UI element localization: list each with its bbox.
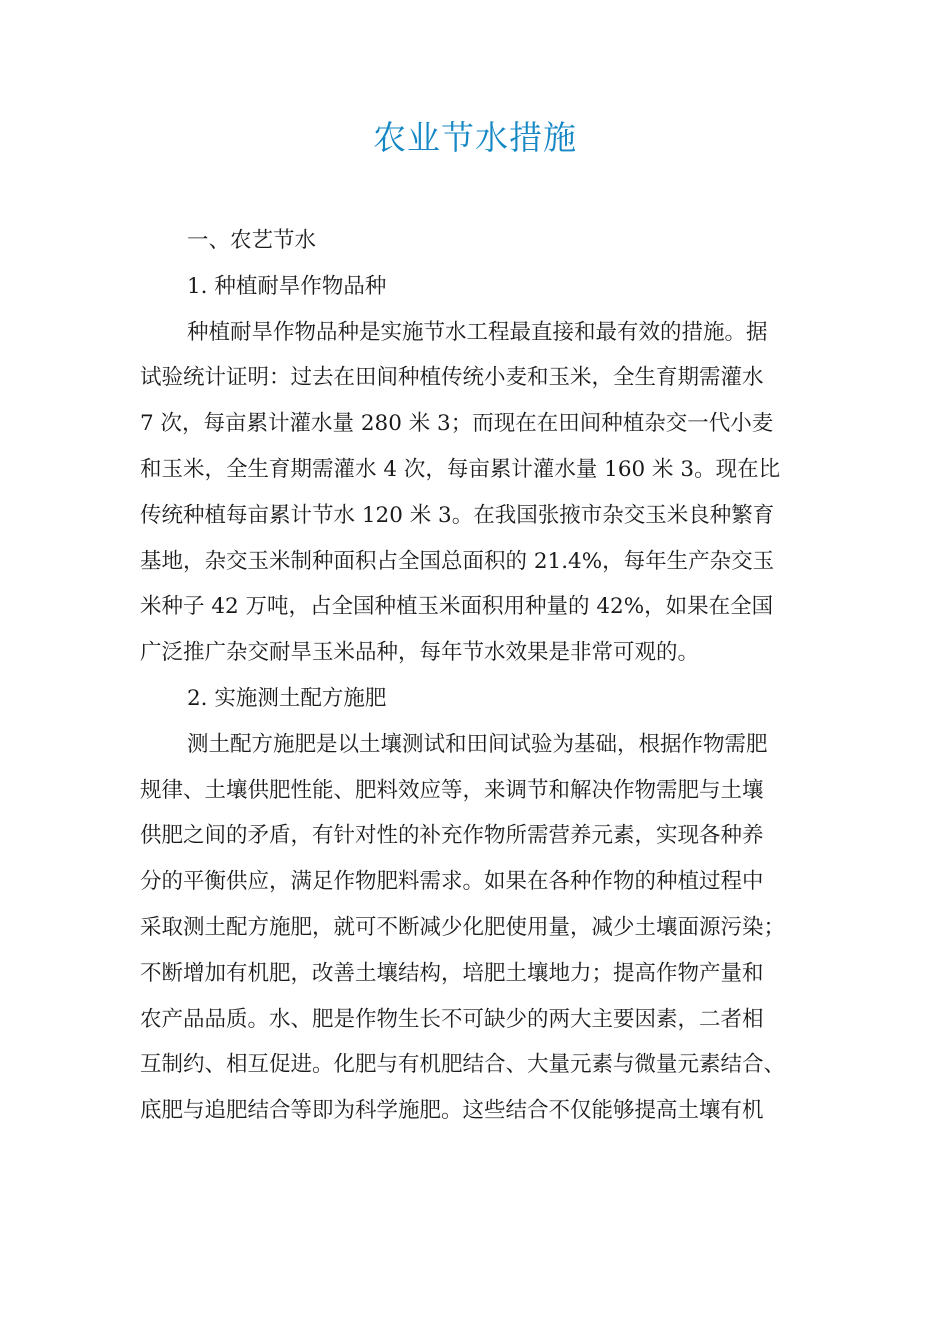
- paragraph-2-line: 农产品品质。水、肥是作物生长不可缺少的两大主要因素，二者相: [140, 1006, 764, 1032]
- paragraph-2-line: 不断增加有机肥，改善土壤结构，培肥土壤地力；提高作物产量和: [140, 960, 764, 986]
- paragraph-2-line: 采取测土配方施肥，就可不断减少化肥使用量，减少土壤面源污染；: [140, 914, 786, 940]
- item-heading-1: 1. 种植耐旱作物品种: [187, 273, 387, 299]
- document-title: 农业节水措施: [373, 118, 577, 157]
- paragraph-1-line: 试验统计证明：过去在田间种植传统小麦和玉米，全生育期需灌水: [140, 365, 764, 391]
- paragraph-1-line: 米种子 42 万吨，占全国种植玉米面积用种量的 42%，如果在全国: [140, 594, 774, 620]
- paragraph-1-line: 和玉米，全生育期需灌水 4 次，每亩累计灌水量 160 米 3。现在比: [140, 456, 781, 482]
- paragraph-2-line: 底肥与追肥结合等即为科学施肥。这些结合不仅能够提高土壤有机: [140, 1098, 764, 1124]
- paragraph-2-line: 测土配方施肥是以土壤测试和田间试验为基础，根据作物需肥: [187, 731, 768, 757]
- section-heading: 一、农艺节水: [187, 228, 317, 253]
- paragraph-2-line: 供肥之间的矛盾，有针对性的补充作物所需营养元素，实现各种养: [140, 823, 764, 849]
- item-heading-2: 2. 实施测土配方施肥: [187, 685, 387, 711]
- document-body: [140, 218, 828, 1134]
- paragraph-1-line: 7 次，每亩累计灌水量 280 米 3；而现在在田间种植杂交一代小麦: [140, 411, 774, 437]
- paragraph-2-line: 规律、土壤供肥性能、肥料效应等，来调节和解决作物需肥与土壤: [140, 777, 764, 803]
- paragraph-1-line: 种植耐旱作物品种是实施节水工程最直接和最有效的措施。据: [187, 319, 768, 345]
- paragraph-2-line: 互制约、相互促进。化肥与有机肥结合、大量元素与微量元素结合、: [140, 1052, 786, 1078]
- paragraph-1-line: 传统种植每亩累计节水 120 米 3。在我国张掖市杂交玉米良种繁育: [140, 502, 775, 528]
- paragraph-1-line: 广泛推广杂交耐旱玉米品种，每年节水效果是非常可观的。: [140, 640, 700, 666]
- paragraph-2-line: 分的平衡供应，满足作物肥料需求。如果在各种作物的种植过程中: [140, 869, 764, 895]
- paragraph-1-line: 基地，杂交玉米制种面积占全国总面积的 21.4%，每年生产杂交玉: [140, 548, 775, 574]
